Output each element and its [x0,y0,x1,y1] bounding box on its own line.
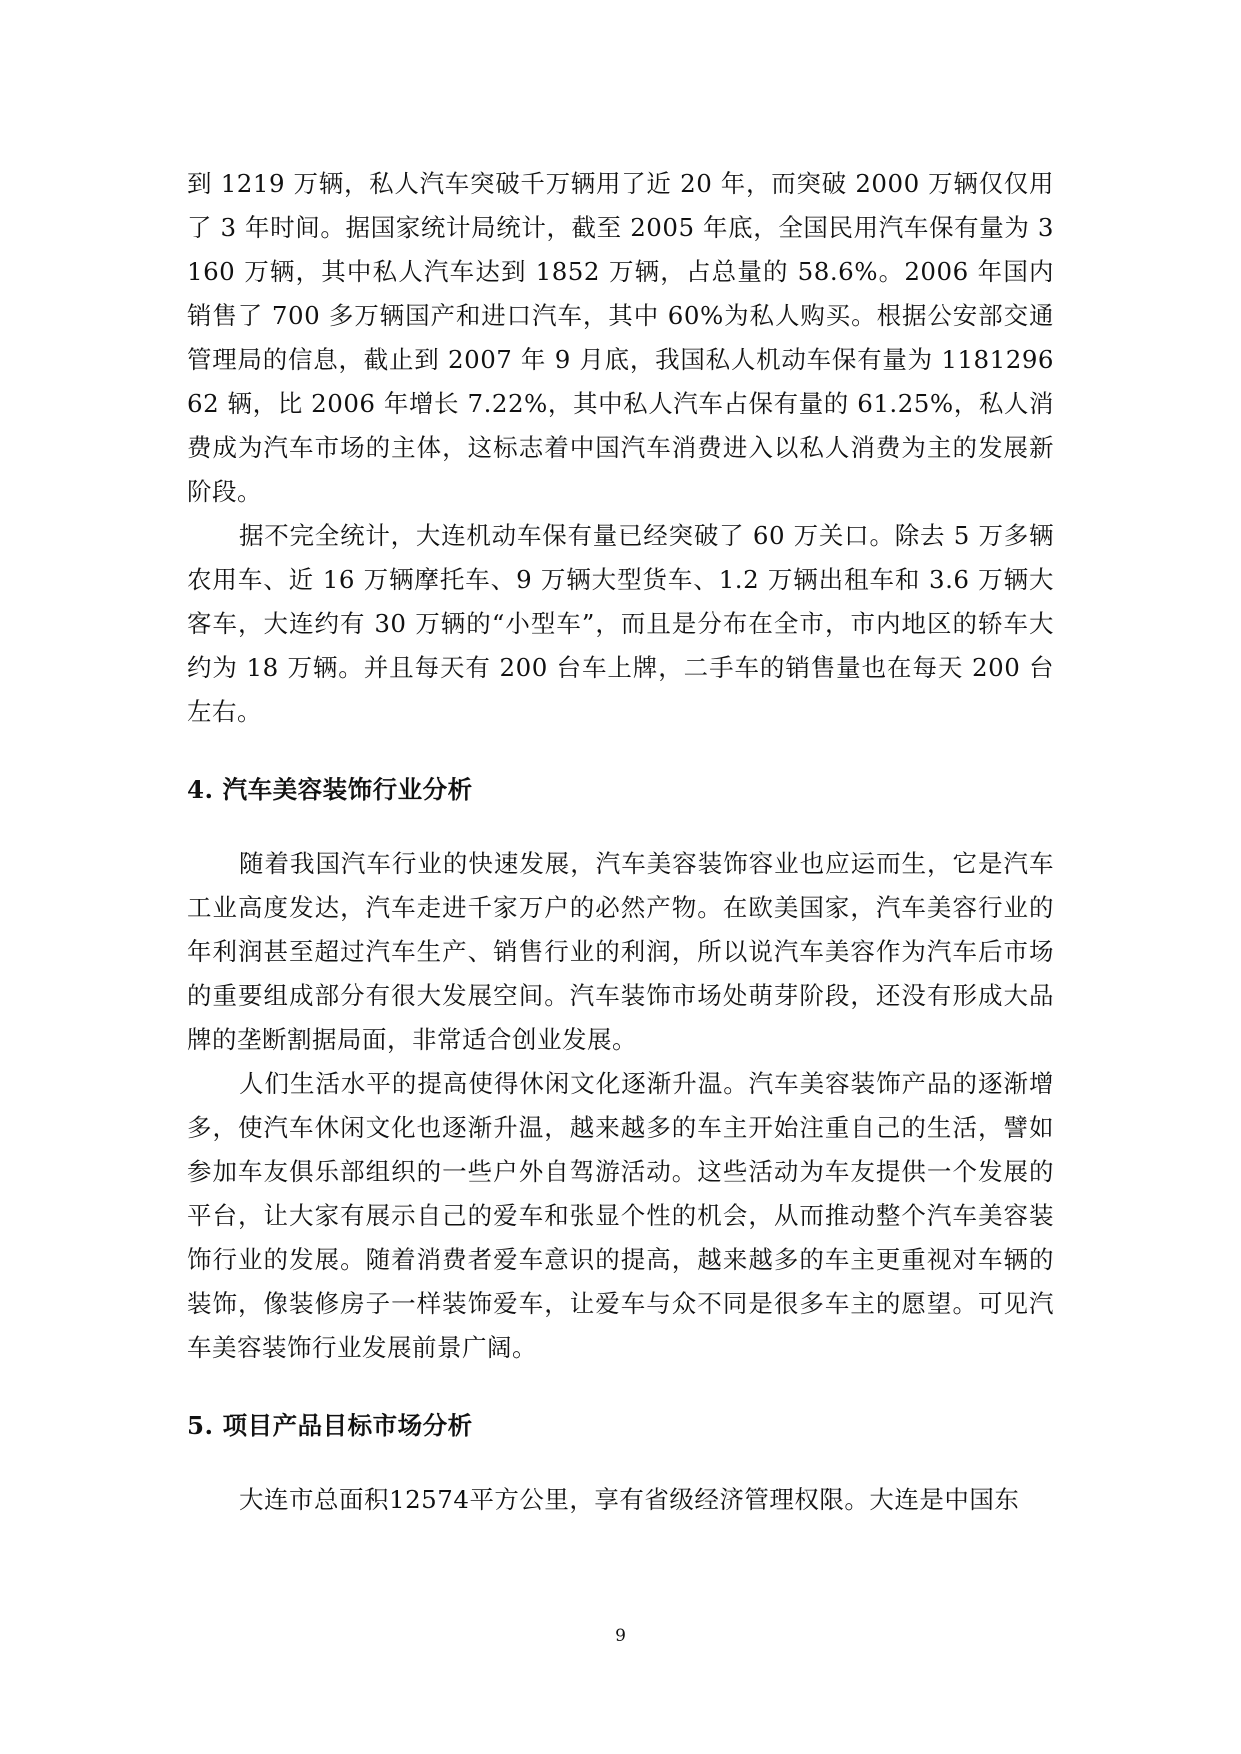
paragraph-vehicle-statistics: 到 1219 万辆，私人汽车突破千万辆用了近 20 年，而突破 2000 万辆仅仅用了 3 年时间。据国家统计局统计，截至 2005 年底，全国民用汽车保有量为 3160 万辆，其中私人汽车达到 1852 万辆，占总量的 58.6%。2006 年国内销售了 700 多万辆国产和进口汽车，其中 60%为私人购买。根据公安部交通管理局的信息，截止到 2007 年 9 月底，我国私人机动车保有量为 118129662 辆，比 2006 年增长 7.22%，其中私人汽车占保有量的 61.25%，私人消费成为汽车市场的主体，这标志着中国汽车消费进入以私人消费为主的发展新阶段。 [187,169,1054,506]
paragraph-target-market: 大连市总面积12574平方公里，享有省级经济管理权限。大连是中国东 [239,1485,1020,1514]
paragraph-industry-development: 随着我国汽车行业的快速发展，汽车美容装饰容业也应运而生，它是汽车工业高度发达，汽车走进千家万户的必然产物。在欧美国家，汽车美容行业的年利润甚至超过汽车生产、销售行业的利润，所以说汽车美容作为汽车后市场的重要组成部分有很大发展空间。汽车装饰市场处萌芽阶段，还没有形成大品牌的垄断割据局面，非常适合创业发展。 [187,849,1054,1054]
paragraph-dalian-vehicles: 据不完全统计，大连机动车保有量已经突破了 60 万关口。除去 5 万多辆农用车、近 16 万辆摩托车、9 万辆大型货车、1.2 万辆出租车和 3.6 万辆大客车，大连约有 30 万辆的“小型车”，而且是分布在全市，市内地区的轿车大约为 18 万辆。并且每天有 200 台车上牌，二手车的销售量也在每天 200 台左右。 [187,521,1054,726]
page-number: 9 [615,1626,626,1646]
section-heading-4: 4. 汽车美容装饰行业分析 [187,775,473,804]
section-heading-5: 5. 项目产品目标市场分析 [187,1411,473,1440]
paragraph-leisure-culture: 人们生活水平的提高使得休闲文化逐渐升温。汽车美容装饰产品的逐渐增多，使汽车休闲文化也逐渐升温，越来越多的车主开始注重自己的生活，譬如参加车友俱乐部组织的一些户外自驾游活动。这些活动为车友提供一个发展的平台，让大家有展示自己的爱车和张显个性的机会，从而推动整个汽车美容装饰行业的发展。随着消费者爱车意识的提高，越来越多的车主更重视对车辆的装饰，像装修房子一样装饰爱车，让爱车与众不同是很多车主的愿望。可见汽车美容装饰行业发展前景广阔。 [187,1069,1054,1362]
page-body [187,162,1054,1522]
